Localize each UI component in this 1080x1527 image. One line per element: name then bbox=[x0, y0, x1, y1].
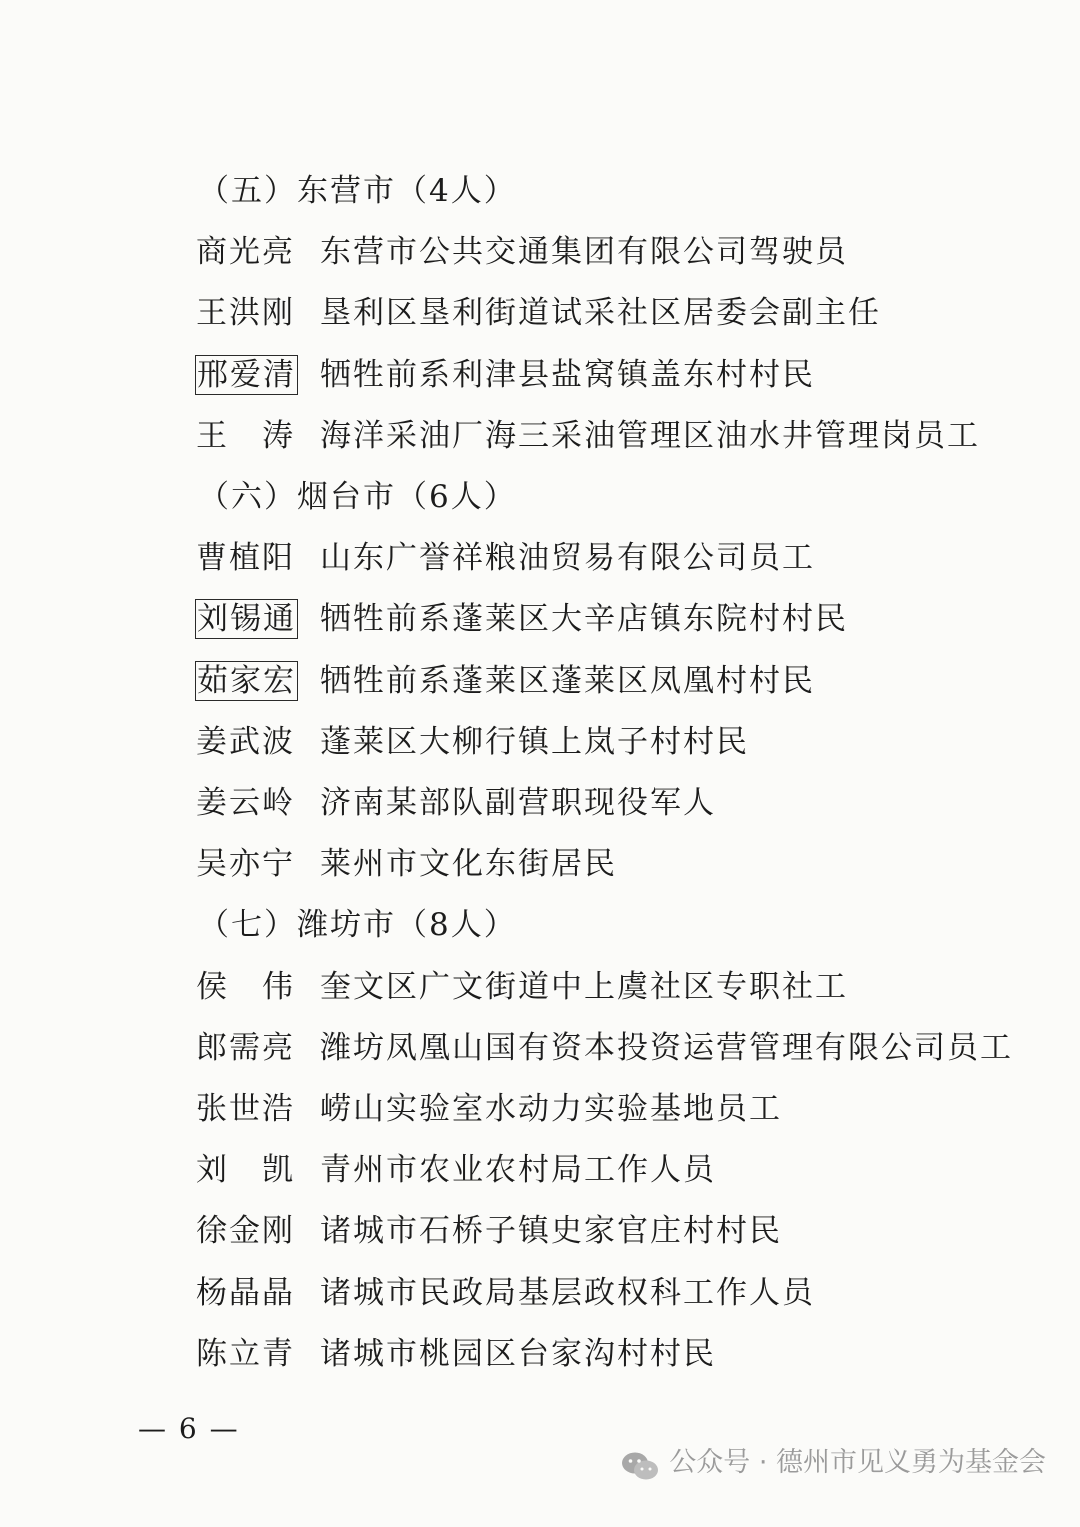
person-description: 海洋采油厂海三采油管理区油水井管理岗员工 bbox=[320, 417, 980, 454]
person-description: 东营市公共交通集团有限公司驾驶员 bbox=[320, 234, 848, 271]
person-name-boxed: 邢爱清 bbox=[197, 356, 296, 393]
person-description: 济南某部队副营职现役军人 bbox=[320, 785, 716, 821]
watermark bbox=[621, 1438, 1046, 1488]
person-name: 张世浩 bbox=[196, 1091, 295, 1127]
person-name: 郎需亮 bbox=[196, 1029, 295, 1066]
section-heading: （七）潍坊市（8人） bbox=[198, 907, 517, 944]
person-description: 牺牲前系利津县盐窝镇盖东村村民 bbox=[320, 356, 815, 393]
person-description: 奎文区广文街道中上虞社区专职社工 bbox=[320, 968, 848, 1005]
wechat-icon bbox=[621, 1448, 659, 1478]
person-description: 牺牲前系蓬莱区大辛店镇东院村村民 bbox=[320, 601, 848, 638]
person-row bbox=[0, 1268, 1080, 1318]
person-name: 曹植阳 bbox=[196, 540, 295, 577]
person-row bbox=[0, 717, 1080, 767]
person-description: 青州市农业农村局工作人员 bbox=[320, 1152, 716, 1189]
person-name: 姜云岭 bbox=[196, 785, 295, 821]
person-row bbox=[0, 227, 1080, 277]
person-name: 徐金刚 bbox=[196, 1213, 295, 1250]
person-name: 王洪刚 bbox=[196, 295, 295, 332]
person-row bbox=[0, 533, 1080, 583]
person-row bbox=[0, 962, 1080, 1012]
section-heading: （五）东营市（4人） bbox=[198, 173, 517, 209]
person-name: 陈立青 bbox=[196, 1335, 295, 1372]
person-row bbox=[0, 656, 1080, 706]
person-row bbox=[0, 411, 1080, 461]
page-number: — 6 — bbox=[138, 1412, 240, 1445]
person-name: 杨晶晶 bbox=[196, 1274, 295, 1311]
person-description: 诸城市石桥子镇史家官庄村村民 bbox=[320, 1213, 782, 1250]
person-row bbox=[0, 1084, 1080, 1134]
person-name: 吴亦宁 bbox=[196, 846, 295, 883]
person-description: 牺牲前系蓬莱区蓬莱区凤凰村村民 bbox=[320, 662, 815, 699]
person-row bbox=[0, 1023, 1080, 1073]
person-description: 潍坊凤凰山国有资本投资运营管理有限公司员工 bbox=[320, 1029, 1013, 1066]
person-name: 刘 凯 bbox=[196, 1152, 295, 1189]
person-name-boxed: 茹家宏 bbox=[197, 662, 296, 699]
person-name: 商光亮 bbox=[196, 234, 295, 271]
watermark-text: 公众号 · 德州市见义勇为基金会 bbox=[669, 1447, 1046, 1478]
section-heading: （六）烟台市（6人） bbox=[198, 479, 517, 515]
person-row bbox=[0, 1145, 1080, 1195]
person-description: 诸城市桃园区台家沟村村民 bbox=[320, 1335, 716, 1372]
person-name: 王 涛 bbox=[196, 417, 295, 454]
person-name: 侯 伟 bbox=[196, 968, 295, 1005]
person-row bbox=[0, 778, 1080, 828]
person-description: 诸城市民政局基层政权科工作人员 bbox=[320, 1274, 815, 1311]
person-description: 垦利区垦利街道试采社区居委会副主任 bbox=[320, 295, 881, 332]
person-description: 崂山实验室水动力实验基地员工 bbox=[320, 1091, 782, 1127]
person-row bbox=[0, 839, 1080, 889]
person-description: 山东广誉祥粮油贸易有限公司员工 bbox=[320, 540, 815, 577]
person-description: 莱州市文化东街居民 bbox=[320, 846, 617, 883]
person-row bbox=[0, 1206, 1080, 1256]
person-row bbox=[0, 594, 1080, 644]
person-row bbox=[0, 288, 1080, 338]
person-row bbox=[0, 350, 1080, 400]
person-name-boxed: 刘锡通 bbox=[197, 601, 296, 638]
person-description: 蓬莱区大柳行镇上岚子村村民 bbox=[320, 723, 749, 760]
person-name: 姜武波 bbox=[196, 723, 295, 760]
person-row bbox=[0, 1329, 1080, 1379]
